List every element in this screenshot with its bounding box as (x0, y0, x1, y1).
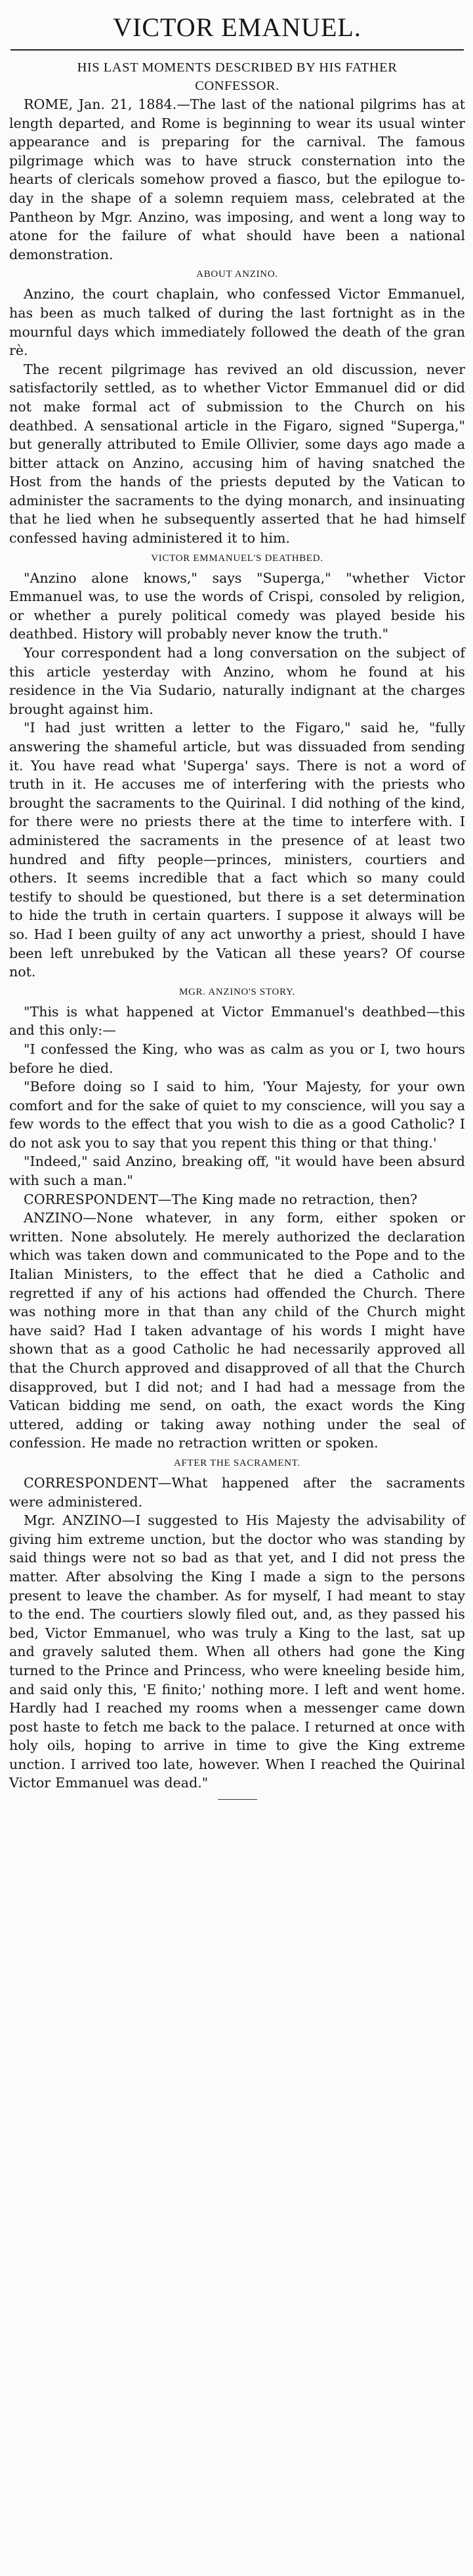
article-paragraph: Anzino, the court chaplain, who confessed Victor Emmanuel, has been as much talked of during the last fortnight as in the mournful days which immediately followed the death of the gran rè. (9, 286, 465, 359)
article-subhead-line-2: CONFESSOR. (195, 79, 279, 93)
article-paragraph: ANZINO—None whatever, in any form, either spoken or written. None absolutely. He merely authorized the declaration which was taken down and communicated to the Pope and to the Italian Ministers, to the effect that he died a Catholic and regretted if any of his actions had offended the Church. There was nothing more in that than any child of the Church might have said? Had I taken advantage of his words I might have shown that as a good Catholic he had necessarily approved all that the Church approved and disapproved of all that the Church disapproved, but I did not; and I had had a message from the Vatican bidding me send, on oath, the exact words the King uttered, adding or taking away nothing under the seal of confession. He made no retraction written or spoken. (9, 1210, 465, 1451)
end-rule (218, 1799, 257, 1800)
article-paragraph: CORRESPONDENT—What happened after the sacraments were administered. (9, 1474, 465, 1510)
article-paragraph: ROME, Jan. 21, 1884.—The last of the national pilgrims has at length departed, and Rome is beginning to wear its usual winter appearance and is preparing for the carnival. The famous pilgrimage which was to have struck consternation into the hearts of clericals somehow proved a fiasco, but the epilogue to-day in the shape of a solemn requiem mass, celebrated at the Pantheon by Mgr. Anzino, was imposing, and went a long way to atone for the failure of what should have been a national demonstration. (9, 96, 465, 262)
article-paragraph: Mgr. ANZINO—I suggested to His Majesty the advisability of giving him extreme unction, but the doctor who was standing by said things were not so bad as that yet, and I did not press the matter. After absolving the King I made a sign to the persons present to leave the chamber. As for myself, I had meant to stay to the end. The courtiers slowly filed out, and, as they passed his bed, Victor Emmanuel, who was truly a King to the last, sat up and gravely saluted them. When all others had gone the King turned to the Prince and Princess, who were kneeling beside him, and said only this, 'E finito;' nothing more. I left and went home. Hardly had I reached my rooms when a messenger came down post haste to fetch me back to the palace. I returned at once with holy oils, hoping to arrive in time to give the King extreme unction. I arrived too late, however. When I reached the Quirinal Victor Emmanuel was dead." (9, 1512, 465, 1791)
article-headline: VICTOR EMANUEL. (113, 12, 361, 42)
article-paragraph: The recent pilgrimage has revived an old discussion, never satisfactorily settled, as to whether Victor Emmanuel did or did not make formal act of submission to the Church on his deathbed. A sensational article in the Figaro, signed "Superga," but generally attributed to Emile Ollivier, some days ago made a bitter attack on Anzino, accusing him of having snatched the Host from the hands of the priests deputed by the Vatican to administer the sacraments to the dying monarch, and insinuating that he lied when he subsequently asserted that he had himself confessed having administered it to him. (9, 361, 465, 547)
section-heading: AFTER THE SACRAMENT. (173, 1457, 301, 1468)
article-paragraph: CORRESPONDENT—The King made no retraction, then? (24, 1191, 418, 1207)
article-paragraph: "Indeed," said Anzino, breaking off, "it would have been absurd with such a man." (9, 1153, 465, 1189)
section-heading: MGR. ANZINO'S STORY. (178, 986, 296, 997)
article-paragraph: Your correspondent had a long conversation on the subject of this article yesterday with Anzino, whom he found at his residence in the Via Sudario, naturally indignant at the charges brought against him. (9, 645, 465, 717)
article-paragraph: "I confessed the King, who was as calm as you or I, two hours before he died. (9, 1041, 465, 1076)
article-subhead-line-1: HIS LAST MOMENTS DESCRIBED BY HIS FATHER (77, 60, 398, 75)
article-body (9, 95, 465, 1793)
section-heading: ABOUT ANZINO. (196, 269, 278, 280)
section-heading: VICTOR EMMANUEL'S DEATHBED. (151, 552, 323, 564)
headline-rule (10, 49, 464, 51)
article-paragraph: "Anzino alone knows," says "Superga," "whether Victor Emmanuel was, to use the words of Crispi, consoled by religion, or whether a purely political comedy was played beside his deathbed. History will probably never know the truth." (9, 570, 465, 642)
article-paragraph: "This is what happened at Victor Emmanuel's deathbed—this and this only:— (9, 1003, 465, 1039)
article-paragraph: "I had just written a letter to the Figaro," said he, "fully answering the shameful article, but was dissuaded from sending it. You have read what 'Superga' says. There is not a word of truth in it. He accuses me of interfering with the priests who brought the sacraments to the Quirinal. I did nothing of the kind, for there were no priests there at the time to interfere with. I administered the sacraments in the presence of at least two hundred and fifty people—princes, ministers, courtiers and others. It seems incredible that a fact which so many could testify to should be questioned, but there is a set determination to hide the truth in certain quarters. I suppose it always will be so. Had I been guilty of any act unworthy a priest, should I have been left unrebuked by the Vatican all these years? Of course not. (9, 720, 465, 980)
article-paragraph: "Before doing so I said to him, 'Your Majesty, for your own comfort and for the sake of quiet to my conscience, will you say a few words to the effect that you wish to die as a good Catholic? I do not ask you to say that you repent this thing or that thing.' (9, 1079, 465, 1151)
